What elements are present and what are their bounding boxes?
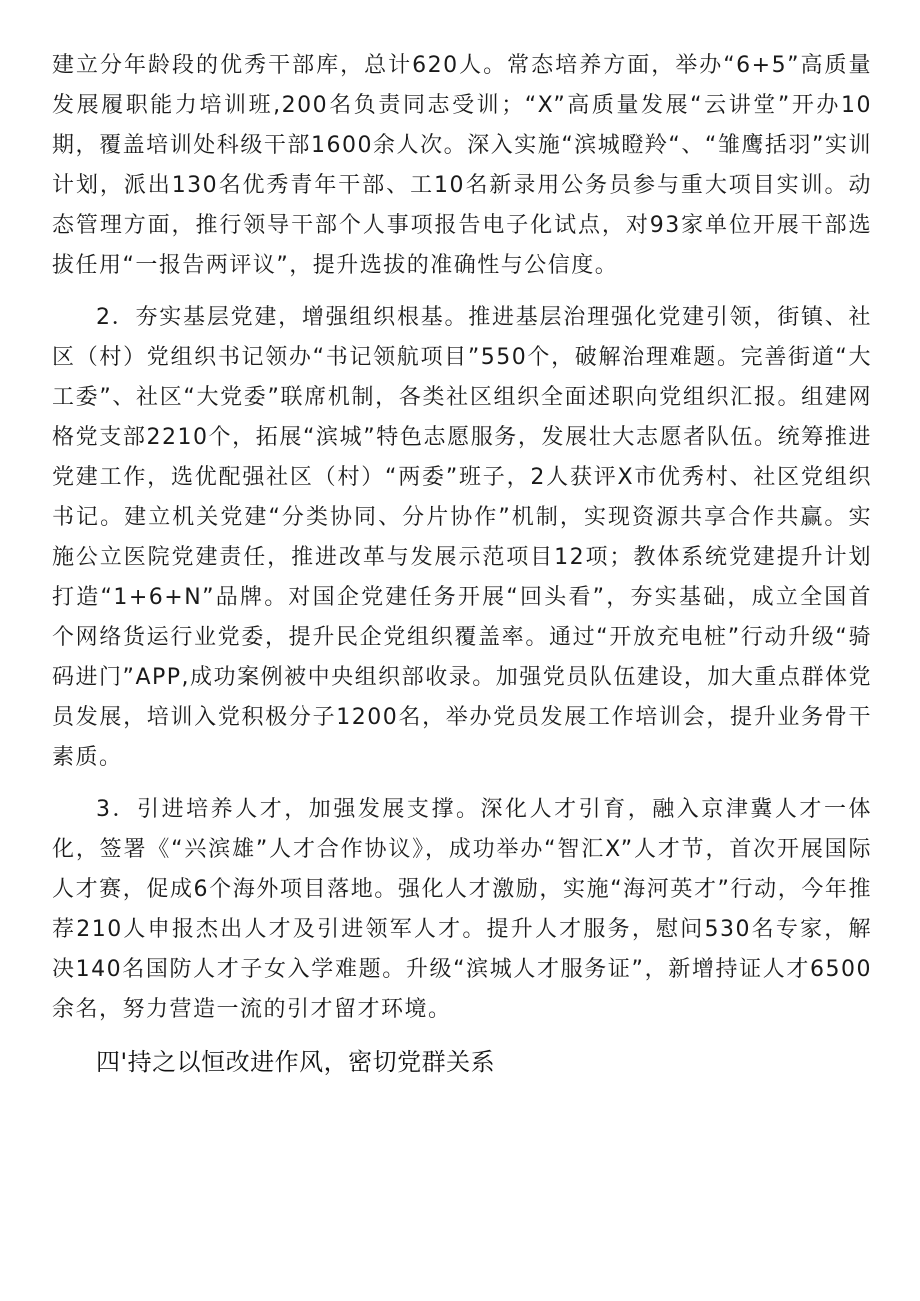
section-heading-four: 四'持之以恒改进作风，密切党群关系 (96, 1048, 496, 1076)
paragraph-grassroots-party-building: 2．夯实基层党建，增强组织根基。推进基层治理强化党建引领，街镇、社区（村）党组织书记领办“书记领航项目”550个，破解治理难题。完善街道“大工委”、社区“大党委”联席机制，各类社区组织全面述职向党组织汇报。组建网格党支部2210个，拓展“滨城”特色志愿服务，发展壮大志愿者队伍。统筹推进党建工作，选优配强社区（村）“两委”班子，2人获评X市优秀村、社区党组织书记。建立机关党建“分类协同、分片协作”机制，实现资源共享合作共赢。实施公立医院党建责任，推进改革与发展示范项目12项；教体系统党建提升计划打造“1+6+N”品牌。对国企党建任务开展“回头看”，夯实基础，成立全国首个网络货运行业党委，提升民企党组织覆盖率。通过“开放充电桩”行动升级“骑码进门”APP,成功案例被中央组织部收录。加强党员队伍建设，加大重点群体党员发展，培训入党积极分子1200名，举办党员发展工作培训会，提升业务骨干素质。 (52, 305, 872, 770)
paragraph-talent-cultivation: 3．引进培养人才，加强发展支撑。深化人才引育，融入京津冀人才一体化，签署《“兴滨雄”人才合作协议》，成功举办“智汇X”人才节，首次开展国际人才赛，促成6个海外项目落地。强化人才激励，实施“海河英才”行动，今年推荐210人申报杰出人才及引进领军人才。提升人才服务，慰问530名专家，解决140名国防人才子女入学难题。升级“滨城人才服务证”，新增持证人才6500余名，努力营造一流的引才留才环境。 (52, 797, 872, 1022)
paragraph-cadre-pool: 建立分年龄段的优秀干部库，总计620人。常态培养方面，举办“6+5”高质量发展履职能力培训班,200名负责同志受训；“X”高质量发展“云讲堂”开办10期，覆盖培训处科级干部1600余人次。深入实施“滨城瞪羚“、“雏鹰括羽”实训计划，派出130名优秀青年干部、工10名新录用公务员参与重大项目实训。动态管理方面，推行领导干部个人事项报告电子化试点，对93家单位开展干部选拔任用“一报告两评议”，提升选拔的准确性与公信度。 (52, 53, 872, 278)
